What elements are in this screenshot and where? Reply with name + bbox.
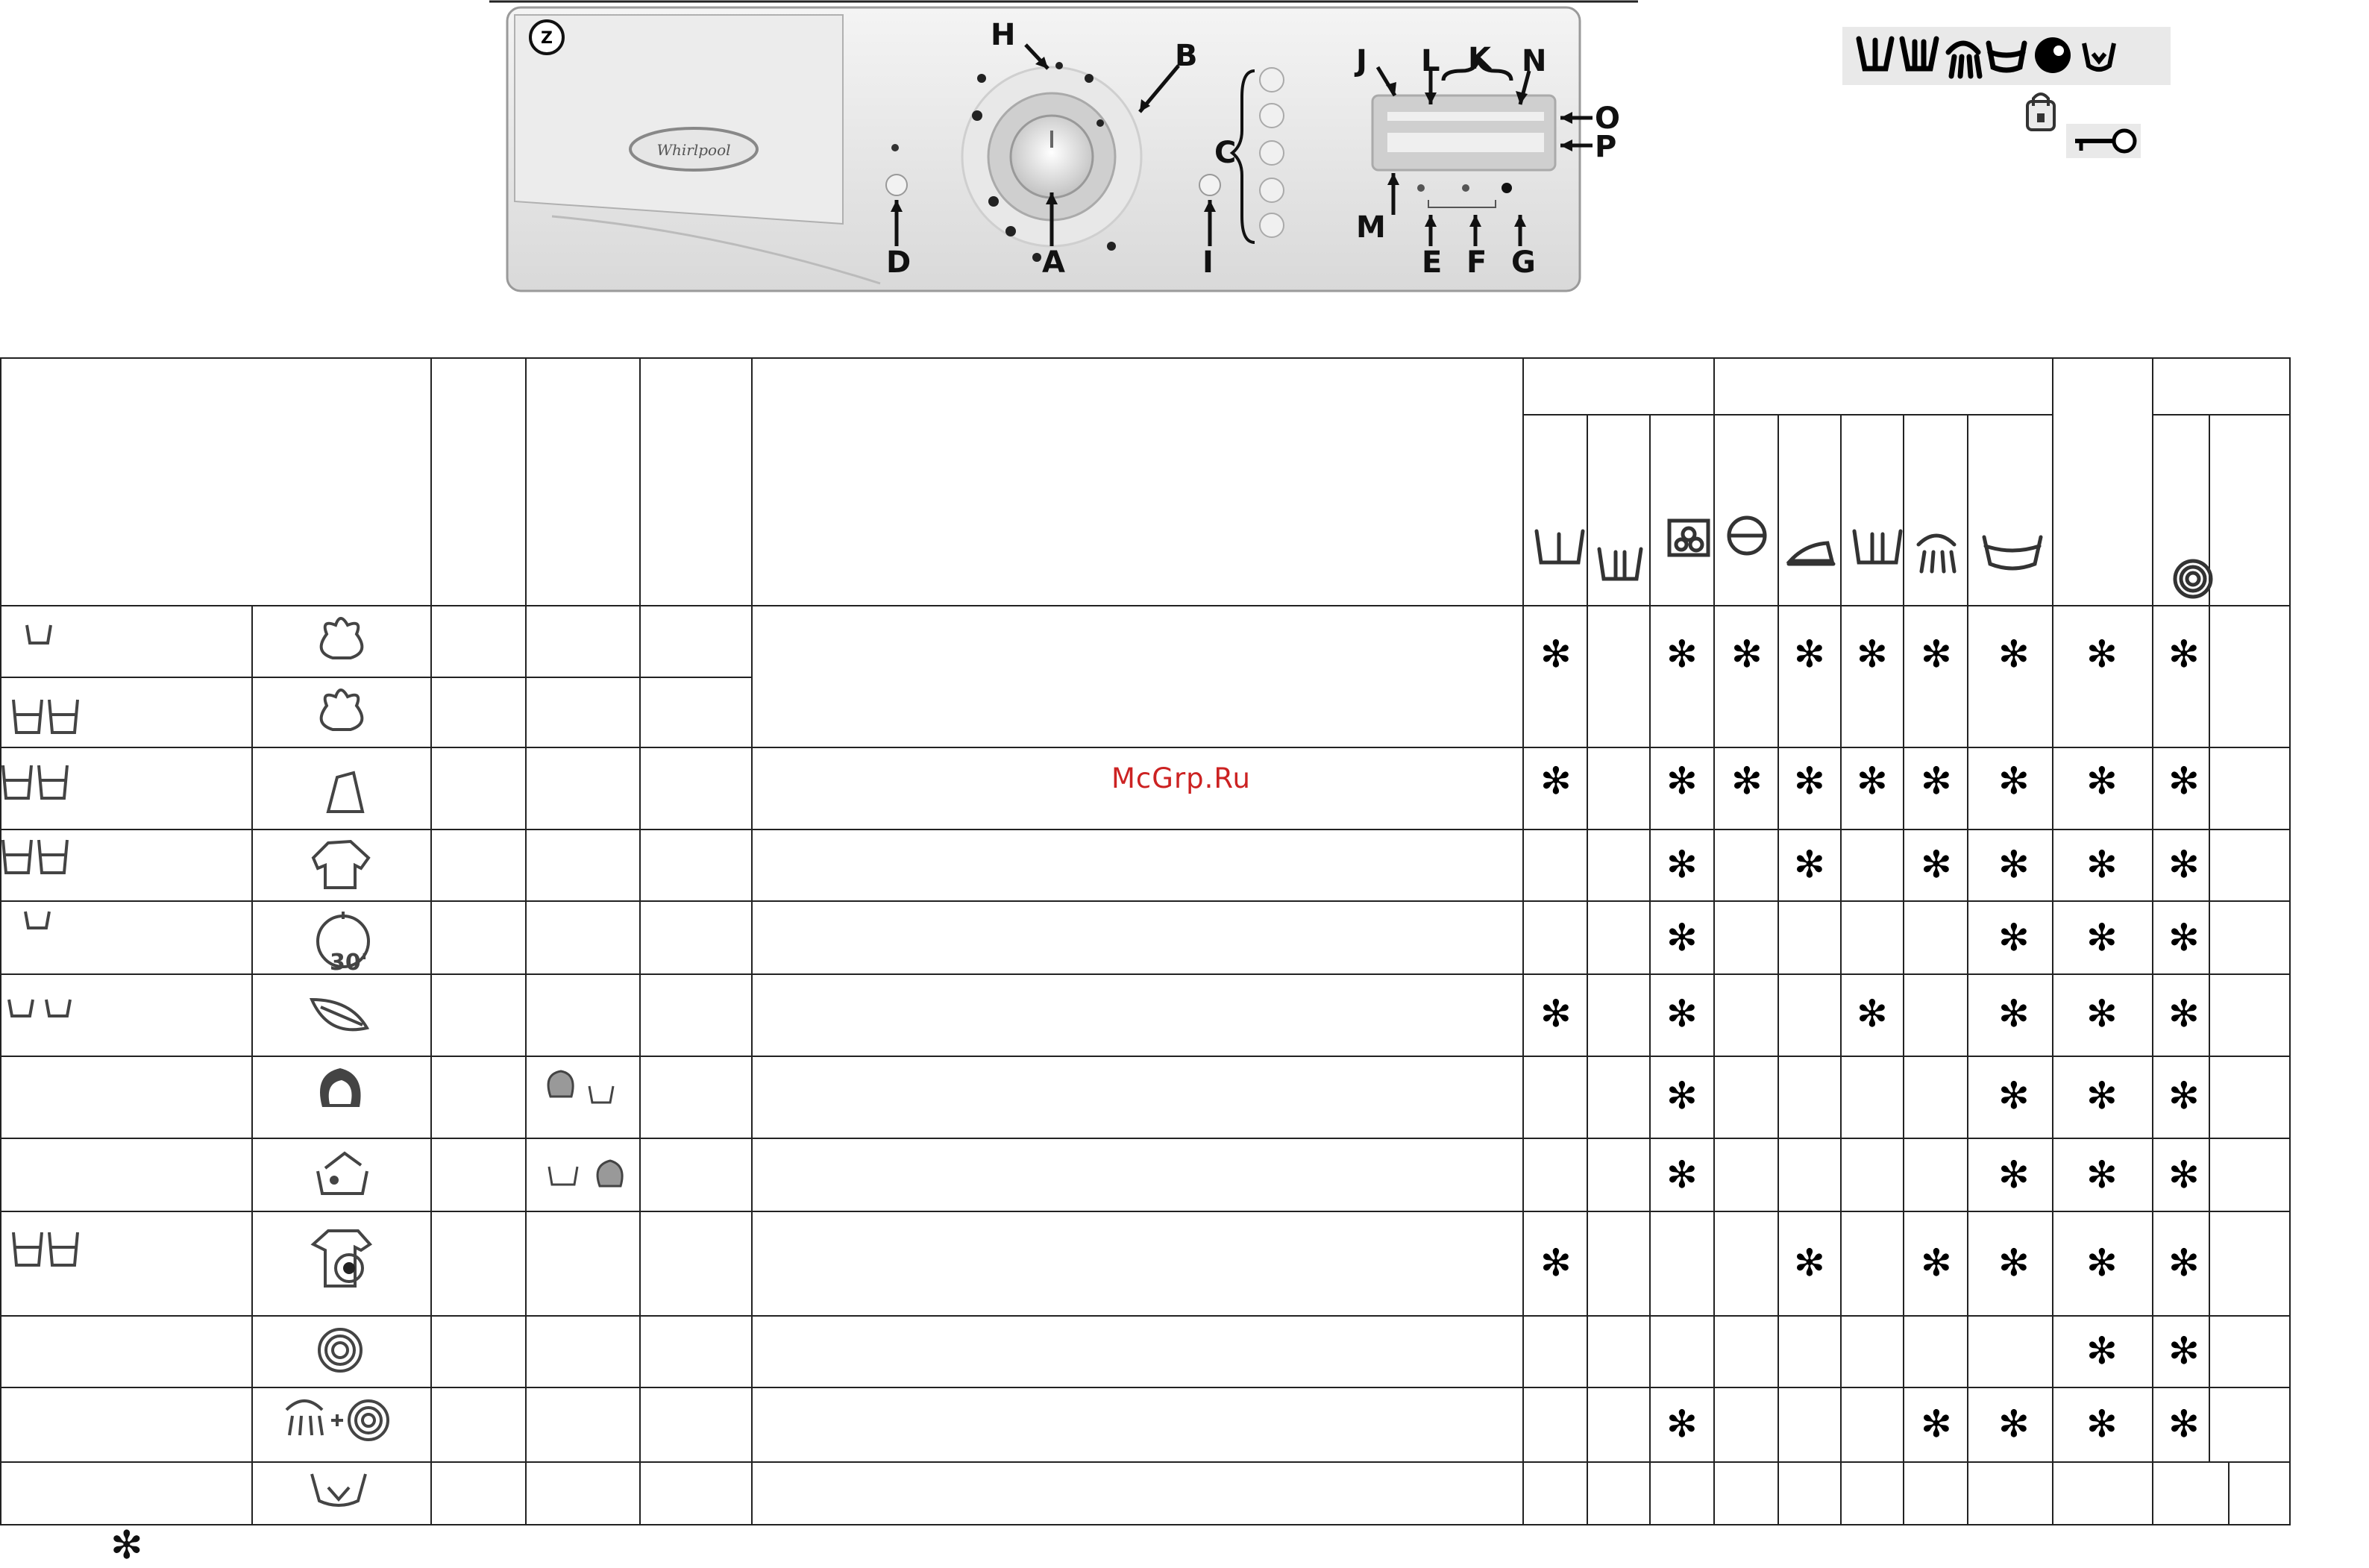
header-stain-icon [1669,521,1708,555]
option-mark-cotton-90-stain: ✻ [1666,633,1698,676]
option-mark-rinse-spin-extra-col: ✻ [2086,1402,2118,1446]
quick-30-icon: 30' [330,950,368,976]
callout-f: F [1466,245,1487,280]
option-mark-shirts-softener: ✻ [1998,843,2030,886]
option-mark-wool-softener: ✻ [1998,1074,2030,1117]
synthetics-icon [328,773,363,812]
option-mark-quick-30-extra-col: ✻ [2086,916,2118,959]
option-mark-delicates-prewash: ✻ [1540,992,1572,1035]
option-mark-quick-30-stain: ✻ [1666,916,1698,959]
key-icon [2066,124,2141,158]
load-full-icon [13,700,42,733]
option-mark-shirts-stain: ✻ [1666,843,1698,886]
option-mark-handwash-extra-col: ✻ [2086,1153,2118,1197]
callout-p: P [1595,130,1617,164]
option-mark-handwash-softener: ✻ [1998,1153,2030,1197]
option-mark-shirts-spin: ✻ [2168,843,2200,886]
option-mark-delicates-spin: ✻ [2168,992,2200,1035]
option-mark-cotton-90-extra-col: ✻ [2086,633,2118,676]
option-mark-cotton-90-spin: ✻ [2168,633,2200,676]
callout-k: K [1468,42,1491,76]
footnote-symbol: ✻ [110,1523,143,1568]
stopwatch-icon [318,916,368,967]
header-prewash-icon [1537,531,1583,562]
callout-b: B [1175,39,1198,73]
load-half-icon [25,912,49,928]
callout-m: M [1356,210,1386,245]
option-mark-cotton-90-prewash: ✻ [1540,633,1572,676]
cotton-icon [321,618,363,658]
option-mark-shirts-extra-col: ✻ [2086,843,2118,886]
control-panel-illustration [492,0,1621,298]
option-mark-synthetics-easy-iron: ✻ [1794,759,1825,803]
option-mark-cotton-90-extra-rinse: ✻ [1857,633,1888,676]
load-full-icon [3,840,31,873]
option-mark-wool-spin: ✻ [2168,1074,2200,1117]
marks-layer [1540,633,2200,1446]
option-mark-sport-spin: ✻ [2168,1241,2200,1285]
brand-logo [630,128,757,170]
header-main-wash-icon [1599,549,1641,579]
option-mark-rinse-spin-softener: ✻ [1998,1402,2030,1446]
option-mark-rinse-spin-stain: ✻ [1666,1402,1698,1446]
load-half-icon [27,625,51,643]
option-mark-sport-prewash: ✻ [1540,1241,1572,1285]
option-mark-spin-extra-col: ✻ [2086,1329,2118,1373]
option-mark-synthetics-rinse: ✻ [1921,759,1952,803]
wool-icon [320,1068,361,1107]
option-mark-sport-easy-iron: ✻ [1794,1241,1825,1285]
option-mark-cotton-90-softener: ✻ [1998,633,2030,676]
callout-n: N [1522,44,1547,78]
option-mark-synthetics-stain: ✻ [1666,759,1698,803]
callout-o: O [1595,101,1621,136]
option-mark-rinse-spin-spin: ✻ [2168,1402,2200,1446]
option-mark-synthetics-prewash: ✻ [1540,759,1572,803]
callout-a: A [1042,245,1065,280]
option-mark-shirts-easy-iron: ✻ [1794,843,1825,886]
option-mark-sport-rinse: ✻ [1921,1241,1952,1285]
option-mark-delicates-stain: ✻ [1666,992,1698,1035]
header-eco-icon [1729,518,1765,553]
callout-e: E [1422,245,1443,280]
option-mark-delicates-extra-col: ✻ [2086,992,2118,1035]
bleach-icon [2035,37,2071,73]
option-mark-sport-softener: ✻ [1998,1241,2030,1285]
callout-d: D [886,245,911,280]
option-mark-synthetics-eco: ✻ [1731,759,1763,803]
svg-text:Whirlpool: Whirlpool [656,141,731,159]
option-mark-synthetics-extra-rinse: ✻ [1857,759,1888,803]
callout-j: J [1356,44,1367,78]
option-mark-quick-30-softener: ✻ [1998,916,2030,959]
option-mark-rinse-spin-rinse: ✻ [1921,1402,1952,1446]
shirt-icon [313,841,368,888]
option-mark-quick-30-spin: ✻ [2168,916,2200,959]
option-mark-spin-spin: ✻ [2168,1329,2200,1373]
delicates-icon [312,1000,367,1029]
load-full-icon [3,765,31,798]
header-extra-rinse-icon [1854,531,1901,562]
sport-icon [313,1231,370,1286]
header-spin-icon [2175,561,2211,597]
option-mark-handwash-stain: ✻ [1666,1153,1698,1197]
cotton-icon [321,690,363,730]
header-easy-iron-icon [1789,543,1833,564]
callout-c: C [1214,136,1237,170]
callout-g: G [1511,245,1536,280]
option-mark-wool-stain: ✻ [1666,1074,1698,1117]
woolmark-icons [548,1071,622,1186]
watermark: McGrp.Ru [1111,762,1251,794]
callout-l: L [1421,44,1440,78]
callout-h: H [991,18,1016,52]
door-lock-icon [2027,94,2054,130]
energy-badge-icon [530,21,563,54]
load-half-icon [9,1000,33,1016]
header-rinse-icon [1918,536,1954,571]
option-mark-cotton-90-easy-iron: ✻ [1794,633,1825,676]
filled-program-icons [320,950,368,1274]
spin-icon [319,1329,361,1371]
callout-i: I [1202,245,1214,280]
option-mark-delicates-extra-rinse: ✻ [1857,992,1888,1035]
load-full-icon [13,1232,42,1265]
option-mark-sport-extra-col: ✻ [2086,1241,2118,1285]
drain-icon [312,1474,365,1505]
option-mark-synthetics-spin: ✻ [2168,759,2200,803]
option-mark-cotton-90-eco: ✻ [1731,633,1763,676]
option-mark-delicates-softener: ✻ [1998,992,2030,1035]
program-icons [3,618,388,1505]
option-mark-handwash-spin: ✻ [2168,1153,2200,1197]
option-mark-synthetics-extra-col: ✻ [2086,759,2118,803]
option-mark-cotton-90-rinse: ✻ [1921,633,1952,676]
header-softener-icon [1984,537,2041,568]
option-mark-synthetics-softener: ✻ [1998,759,2030,803]
svg-text:Z: Z [541,29,553,48]
rinse-spin-icon [286,1401,388,1440]
option-mark-wool-extra-col: ✻ [2086,1074,2118,1117]
option-mark-shirts-rinse: ✻ [1921,843,1952,886]
handwash-icon [318,1171,367,1194]
status-icon-legend [1842,27,2171,176]
